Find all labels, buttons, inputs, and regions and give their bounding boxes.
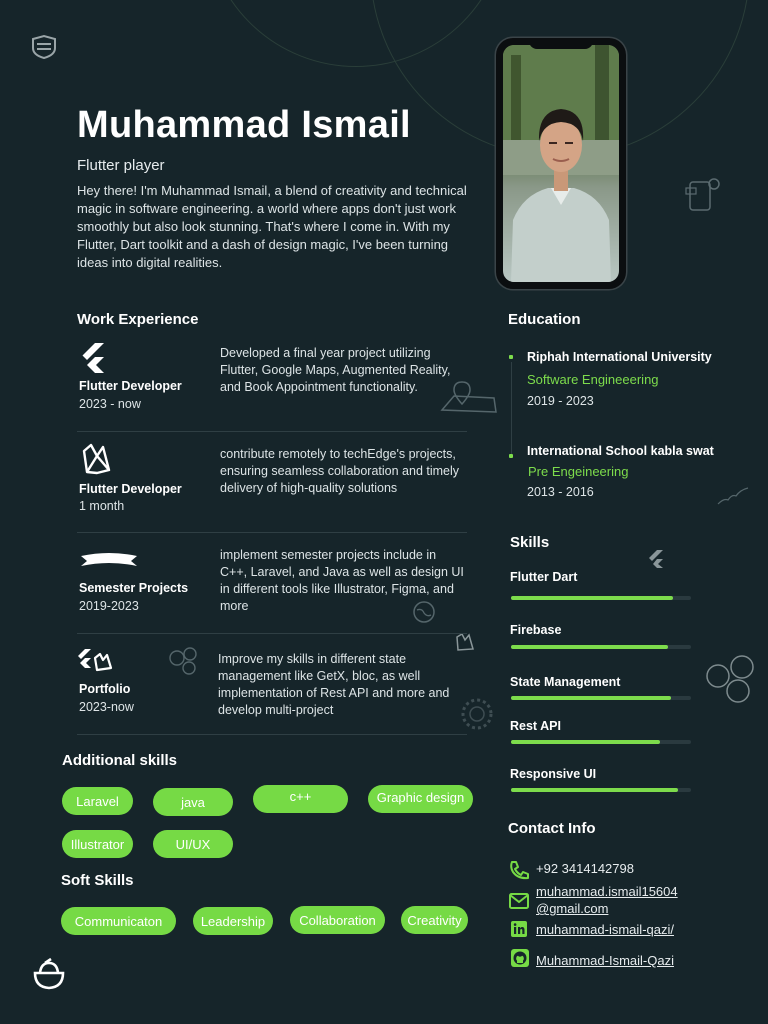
- work-item-period: 2019-2023: [79, 599, 139, 613]
- work-item-period: 2023-now: [79, 700, 134, 714]
- skill-name: Responsive UI: [510, 767, 597, 781]
- skill-chip: UI/UX: [153, 830, 233, 858]
- work-item-title: Semester Projects: [79, 581, 189, 595]
- education-timeline-line: [511, 362, 512, 457]
- work-item-description: contribute remotely to techEdge's projects, ensuring seamless collaboration and timely delivery of high-quality solutions: [220, 447, 460, 495]
- contact-info-title: Contact Info: [508, 820, 596, 837]
- soft-skill-chip: Collaboration: [290, 906, 385, 934]
- skill-bar-fill: [511, 596, 673, 600]
- bubbles-deco-icon: [167, 646, 201, 676]
- contact-email-line1: muhammad.ismail15604: [536, 884, 678, 899]
- skill-bar-fill: [511, 696, 671, 700]
- email-icon: [508, 891, 530, 911]
- map-pin-deco-icon: [440, 380, 498, 414]
- skill-bar: [511, 696, 691, 700]
- ribbon-banner-icon: [79, 551, 139, 569]
- soft-skill-chip: Communicaton: [61, 907, 176, 935]
- education-years: 2019 - 2023: [527, 394, 594, 408]
- work-experience-title: Work Experience: [77, 311, 199, 328]
- work-item-description: Improve my skills in different state management like GetX, bloc, as well implementation of Rest API and more and develop multi-project: [218, 652, 450, 717]
- skill-bar: [511, 740, 691, 744]
- profile-photo-phone-frame: [496, 38, 626, 289]
- work-item-period: 1 month: [79, 499, 125, 513]
- work-item-period: 2023 - now: [79, 397, 141, 411]
- education-bullet: [509, 454, 513, 458]
- bowl-logo-icon: [31, 957, 67, 991]
- education-title: Education: [508, 311, 581, 328]
- portrait-illustration: [503, 45, 619, 282]
- firebase-deco-icon: [455, 632, 475, 652]
- contact-linkedin-link[interactable]: muhammad-ismail-qazi/: [536, 922, 674, 937]
- skill-chip: Graphic design: [368, 785, 473, 813]
- soft-skill-chip: Leadership: [193, 907, 273, 935]
- firebase-logo-icon: [82, 443, 112, 475]
- education-bullet: [509, 355, 513, 359]
- work-divider: [77, 734, 467, 735]
- work-divider: [77, 633, 467, 634]
- skill-bar: [511, 596, 691, 600]
- skill-chip: java: [153, 788, 233, 816]
- mobile-app-deco-icon: [684, 176, 722, 214]
- soft-skills-title: Soft Skills: [61, 872, 134, 889]
- skill-chip: Laravel: [62, 787, 133, 815]
- skill-bar-fill: [511, 645, 668, 649]
- skill-chip: Illustrator: [62, 830, 133, 858]
- shield-logo-icon: [30, 34, 58, 60]
- profile-role: Flutter player: [77, 157, 165, 174]
- work-item-title: Flutter Developer: [79, 482, 182, 496]
- flutter-logo-icon: [79, 342, 107, 374]
- skill-bar: [511, 645, 691, 649]
- work-item-title: Flutter Developer: [79, 379, 182, 393]
- skill-bar: [511, 788, 691, 792]
- skill-chip: c++: [253, 785, 348, 813]
- profile-name: Muhammad Ismail: [77, 104, 411, 146]
- skill-bar-fill: [511, 740, 660, 744]
- work-divider: [77, 431, 467, 432]
- profile-photo: [503, 45, 619, 282]
- education-years: 2013 - 2016: [527, 485, 594, 499]
- skill-bar-fill: [511, 788, 678, 792]
- scribble-deco-icon: [716, 484, 750, 508]
- education-field: Pre Engeineering: [528, 464, 629, 479]
- flutter-deco-icon: [646, 549, 666, 569]
- phone-notch: [529, 38, 593, 49]
- contact-email-link[interactable]: [536, 883, 678, 917]
- profile-bio: Hey there! I'm Muhammad Ismail, a blend of creativity and technical magic in software engineering. a world where apps don't just work smoothly but also look stunning. That's where I come in. With my Flutter, Dart toolkit and a dash of design magic, I've been turning ideas into digital realities.: [77, 183, 467, 270]
- skill-name: Flutter Dart: [510, 570, 578, 584]
- work-item-title: Portfolio: [79, 682, 131, 696]
- work-divider: [77, 532, 467, 533]
- gear-deco-icon: [460, 697, 494, 731]
- education-school: Riphah International University: [527, 350, 712, 364]
- skills-title: Skills: [510, 534, 550, 551]
- contact-email-line2: @gmail.com: [536, 901, 609, 916]
- skill-name: State Management: [510, 675, 621, 689]
- bubbles-deco-icon: [703, 654, 757, 704]
- education-field: Software Engineeering: [527, 372, 659, 387]
- linkedin-icon: [510, 920, 528, 938]
- skill-name: Rest API: [510, 719, 561, 733]
- skill-name: Firebase: [510, 623, 562, 637]
- work-item-description: implement semester projects include in C++, Laravel, and Java as well as design UI in different tools like Illustrator, Figma, and more: [220, 548, 464, 613]
- contact-github-link[interactable]: Muhammad-Ismail-Qazi: [536, 953, 674, 968]
- work-item-description: Developed a final year project utilizing Flutter, Google Maps, Augmented Reality, and Book Appointment functionality.: [220, 346, 451, 394]
- soft-skill-chip: Creativity: [401, 906, 468, 934]
- education-school: International School kabla swat: [527, 444, 714, 458]
- github-icon: [510, 948, 530, 968]
- phone-icon: [508, 860, 530, 880]
- additional-skills-title: Additional skills: [62, 752, 178, 769]
- globe-deco-icon: [412, 600, 436, 624]
- contact-phone: +92 3414142798: [536, 861, 634, 876]
- flutter-firebase-icon: [76, 648, 116, 672]
